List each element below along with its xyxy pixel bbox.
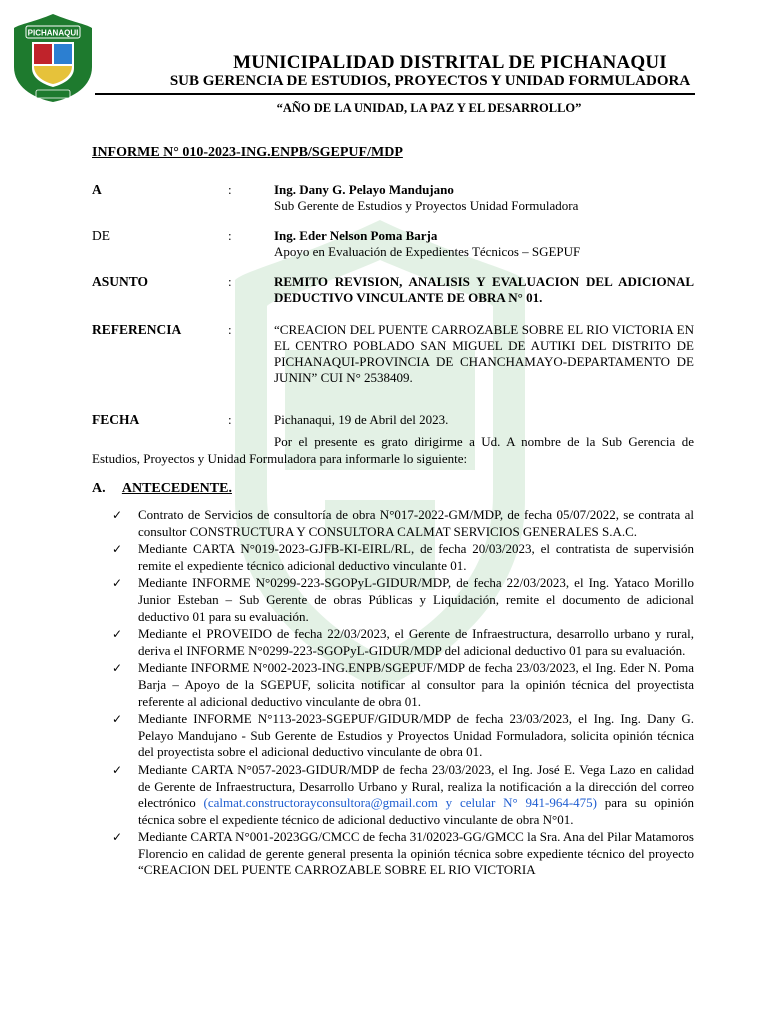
checkmark-icon: ✓	[112, 762, 123, 777]
list-item	[110, 762, 694, 828]
list-item	[110, 626, 694, 659]
year-motto: “AÑO DE LA UNIDAD, LA PAZ Y EL DESARROLLO”	[276, 101, 582, 115]
list-item-text: Mediante el PROVEIDO de fecha 22/03/2023, el Gerente de Infraestructura, desarrollo urbano y rural, deriva el INFORME N°0299-223-SGOPyL-GIDUR/MDP del adicional deductivo 01 para su evaluación.	[138, 626, 694, 658]
to-colon: :	[228, 182, 232, 197]
intro-paragraph: Por el presente es grato dirigirme a Ud. A nombre de la Sub Gerencia de Estudios, Proyectos y Unidad Formuladora para informarle lo siguiente:	[92, 434, 694, 466]
from-label: DE	[92, 228, 110, 243]
department-subtitle: SUB GERENCIA DE ESTUDIOS, PROYECTOS Y UNIDAD FORMULADORA	[169, 73, 691, 89]
section-letter: A.	[92, 481, 106, 496]
checkmark-icon: ✓	[112, 576, 123, 591]
municipality-logo-icon	[12, 12, 94, 104]
from-name: Ing. Eder Nelson Poma Barja	[274, 228, 438, 243]
list-item	[110, 711, 694, 761]
checkmark-icon: ✓	[112, 661, 123, 676]
from-colon: :	[228, 228, 232, 243]
municipality-title: MUNICIPALIDAD DISTRITAL DE PICHANAQUI	[233, 52, 667, 73]
checkmark-icon: ✓	[112, 830, 123, 845]
report-number: INFORME N° 010-2023-ING.ENPB/SGEPUF/MDP	[92, 145, 403, 160]
list-item-text: Contrato de Servicios de consultoría de obra N°017-2022-GM/MDP, de fecha 05/07/2022, se contrata al consultor CONSTRUCTURA Y CONSULTORA CALMAT SERVICIOS GENERALES S.A.C.	[138, 507, 694, 539]
from-value	[274, 228, 694, 260]
list-item-text: Mediante CARTA N°057-2023-GIDUR/MDP de fecha 23/03/2023, el Ing. José E. Vega Lazo en calidad de Gerente de Infraestructura, Desarrollo Urbano y Rural, realiza la notificación a la dirección del correo electrónico	[138, 761, 694, 811]
list-item	[110, 541, 694, 574]
reference-colon: :	[228, 322, 232, 337]
to-role: Sub Gerente de Estudios y Proyectos Unidad Formuladora	[274, 198, 579, 213]
subject-label: ASUNTO	[92, 274, 149, 289]
to-label: A	[92, 182, 102, 197]
checkmark-icon: ✓	[112, 508, 123, 522]
list-item-text: Mediante INFORME N°0299-223-SGOPyL-GIDUR/MDP, de fecha 22/03/2023, el Ing. Yataco Morillo Junior Esteban – Sub Gerente de obras Públicas y Liquidación, remite el documento de adicional deductivo 01 para su evaluación.	[138, 575, 694, 624]
from-role: Apoyo en Evaluación de Expedientes Técnicos – SGEPUF	[274, 244, 581, 259]
list-item	[110, 829, 694, 879]
date-value: Pichanaqui, 19 de Abril del 2023.	[274, 412, 449, 427]
checkmark-icon: ✓	[112, 712, 123, 727]
list-item-text: Mediante INFORME N°002-2023-ING.ENPB/SGEPUF/MDP de fecha 23/03/2023, el Ing. Eder N. Poma Barja – Apoyo de la SGEPUF, solicita notificar al consultor para la opinión técnica del proyectista referente al adicional deductivo vinculante de obra 01.	[138, 660, 694, 709]
checkmark-icon: ✓	[112, 627, 123, 642]
list-item-text: Mediante CARTA N°019-2023-GJFB-KI-EIRL/RL, de fecha 20/03/2023, el contratista de supervisión remite el expediente técnico adicional deductivo vinculante 01.	[138, 541, 694, 573]
list-item-text: Mediante INFORME N°113-2023-SGEPUF/GIDUR/MDP de fecha 23/03/2023, el Ing. Ing. Dany G. Pelayo Mandujano - Sub Gerente de Estudios y Proyectos Unidad Formuladora, solicita opinión técnica del proyectista sobre el adicional deductivo vinculante de obra 01.	[138, 711, 694, 760]
date-label: FECHA	[92, 412, 140, 427]
checkmark-icon: ✓	[112, 542, 123, 557]
subject-value: REMITO REVISION, ANALISIS Y EVALUACION DEL ADICIONAL DEDUCTIVO VINCULANTE DE OBRA N° 01.	[274, 274, 694, 305]
to-value	[274, 182, 694, 214]
section-heading	[92, 481, 232, 497]
date-colon: :	[228, 412, 232, 427]
email-phone-link[interactable]: (calmat.constructorayconsultora@gmail.com y celular N° 941-964-475)	[203, 795, 597, 811]
list-item	[110, 507, 694, 540]
logo-text: PICHANAQUI	[27, 28, 79, 38]
to-name: Ing. Dany G. Pelayo Mandujano	[274, 182, 454, 197]
header-divider	[95, 93, 695, 95]
list-item-text-end: para su opinión técnica sobre el expediente técnico de adicional deductivo vinculante de obra N°01.	[138, 795, 695, 827]
list-item	[110, 660, 694, 710]
reference-label: REFERENCIA	[92, 322, 182, 337]
section-title: ANTECEDENTE.	[121, 481, 232, 496]
subject-colon: :	[228, 274, 232, 289]
antecedents-list	[110, 507, 694, 880]
list-item	[110, 575, 694, 625]
reference-value: “CREACION DEL PUENTE CARROZABLE SOBRE EL RIO VICTORIA EN EL CENTRO POBLADO SAN MIGUEL DE AUTIKI DEL DISTRITO DE PICHANAQUI-PROVINCIA DE CHANCHAMAYO-DEPARTAMENTO DE JUNIN” CUI N° 2538409.	[274, 322, 694, 385]
list-item-text: Mediante CARTA N°001-2023GG/CMCC de fecha 31/02023-GG/GMCC la Sra. Ana del Pilar Matamoros Florencio en calidad de gerente general presenta la opinión técnica sobre expediente técnico del proyecto “CREACION DEL PUENTE CARROZABLE SOBRE EL RIO VICTORIA	[138, 829, 694, 878]
